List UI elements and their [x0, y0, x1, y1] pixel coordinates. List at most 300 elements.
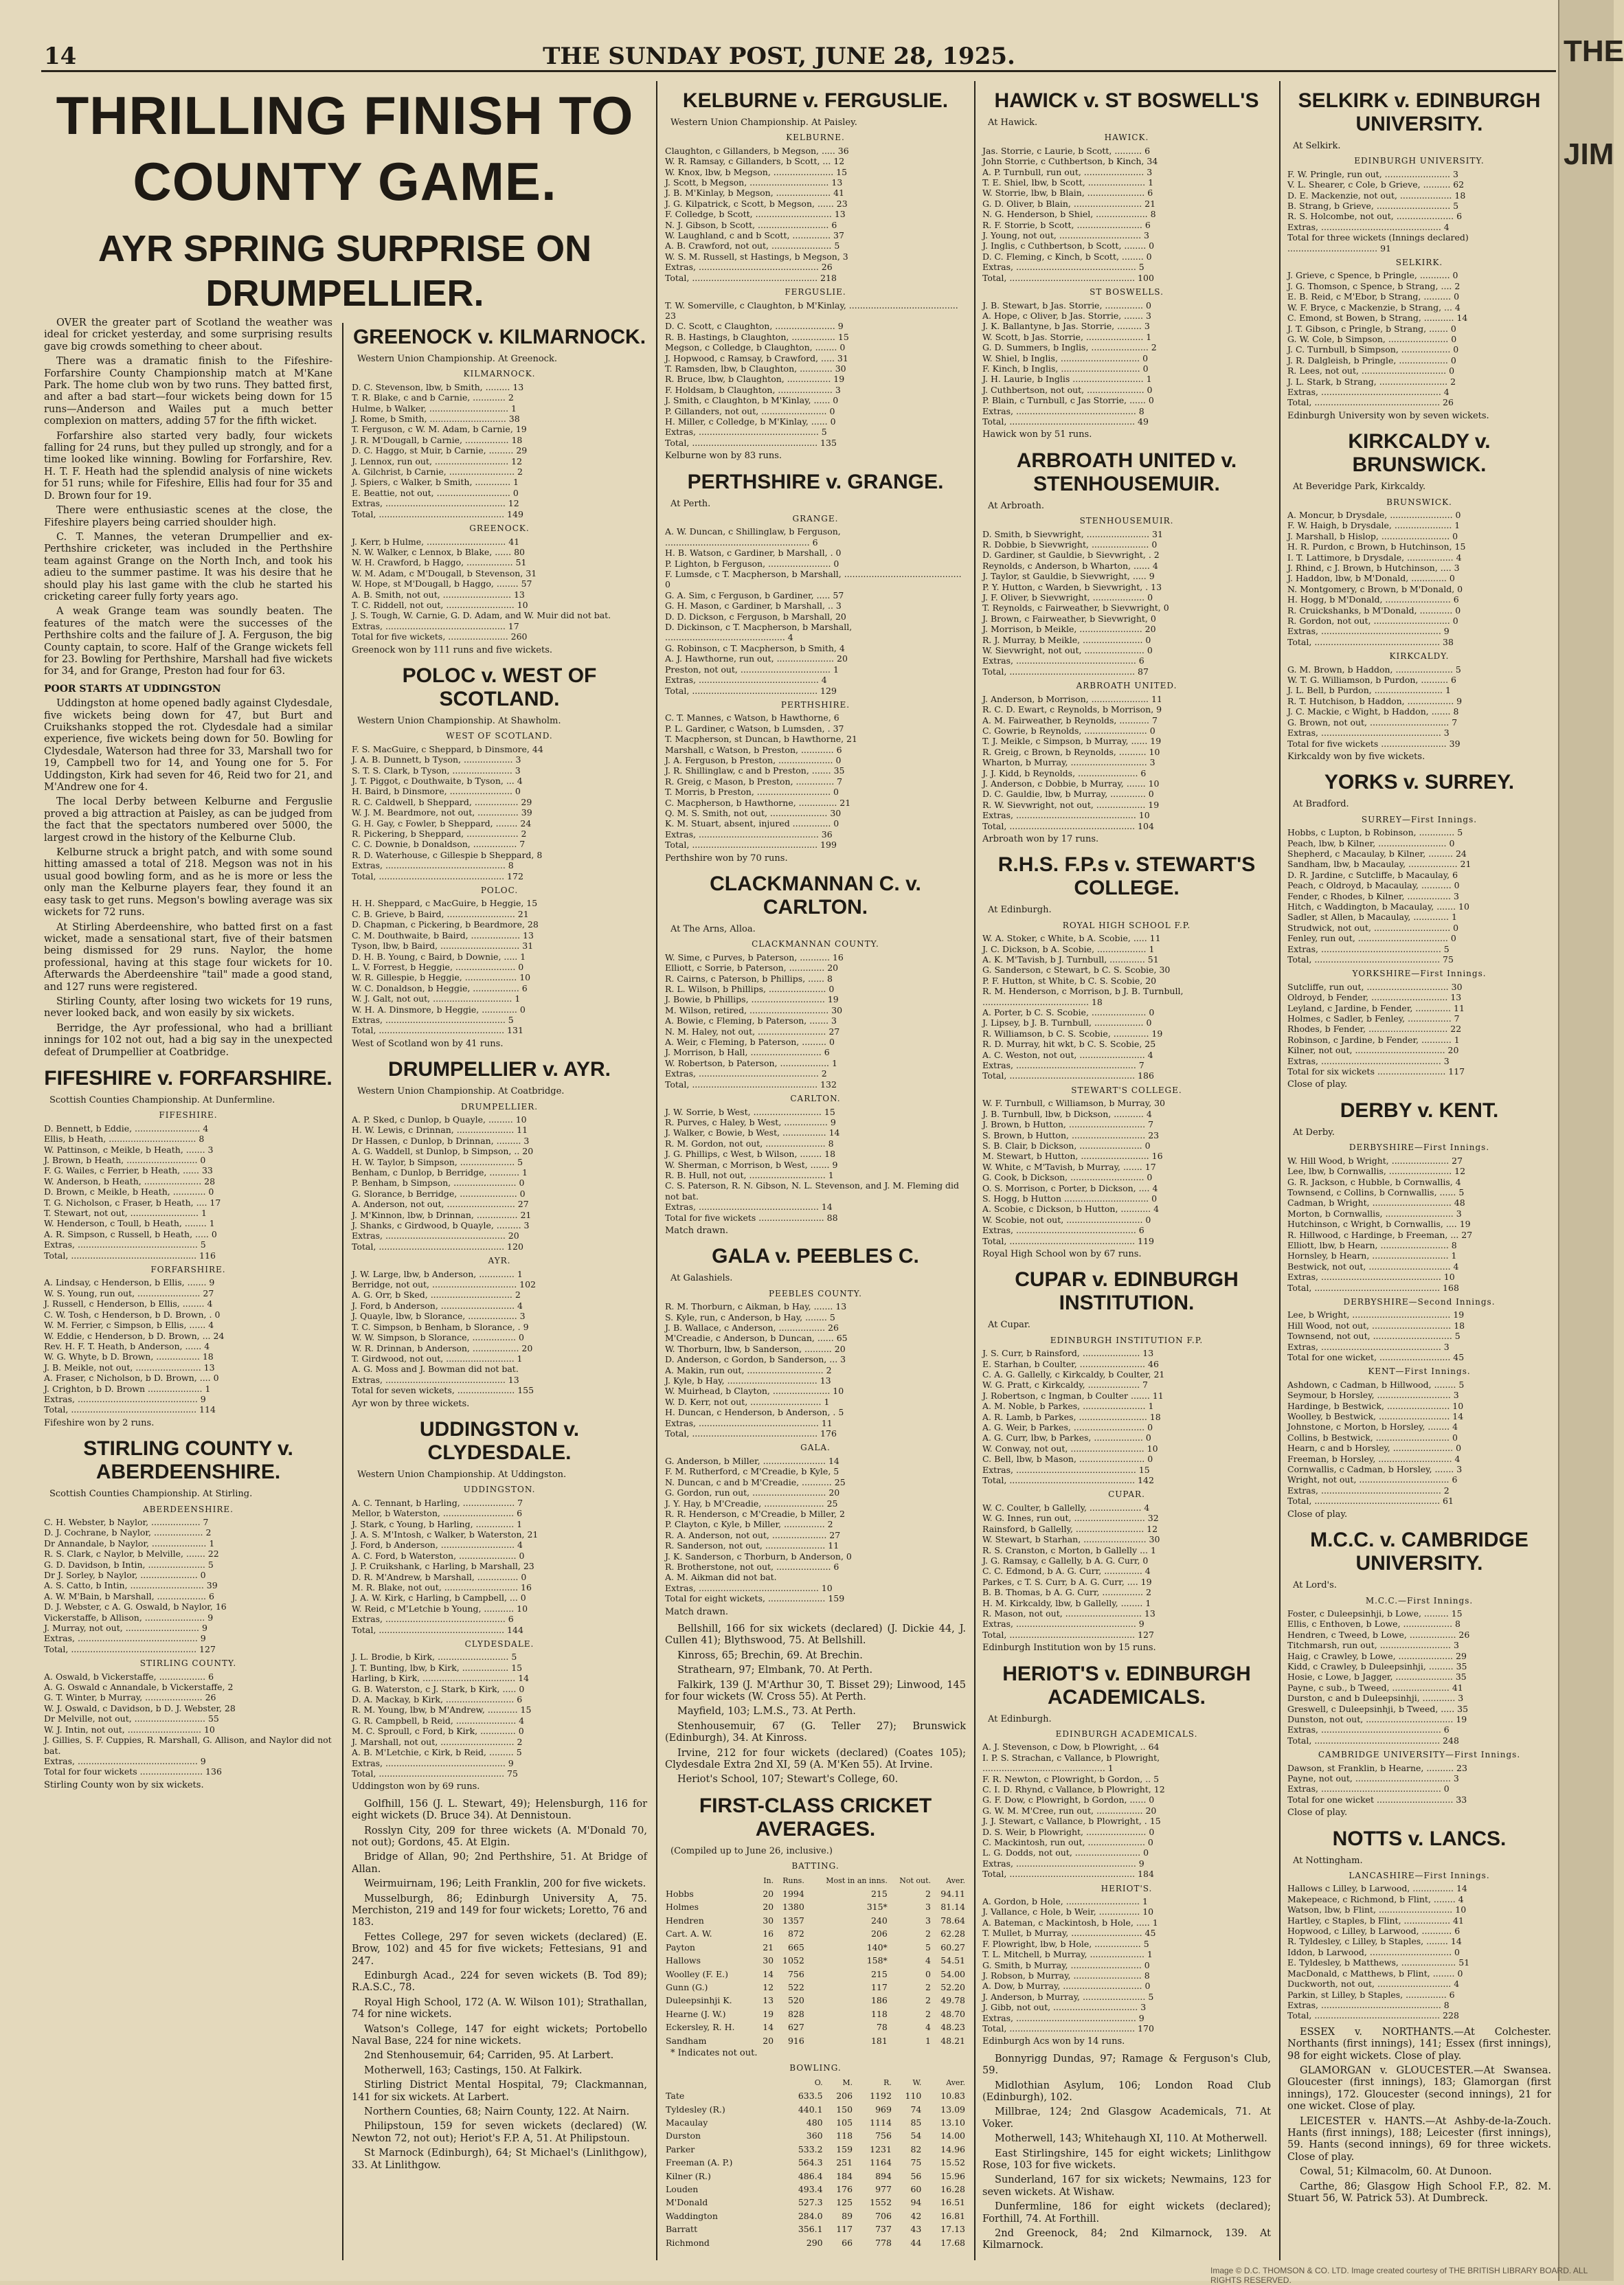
column-5: [1287, 81, 1551, 2259]
score-line: G. F. Dow, c Plowright, b Gordon, ...... 0: [982, 1794, 1155, 1805]
table-cell: 356.1: [798, 2224, 823, 2235]
minor-result: Watson's College, 147 for eight wickets; Portobello Naval Base, 224 for nine wickets.: [352, 2023, 647, 2047]
table-cell: 78.64: [940, 1915, 965, 1926]
score-line: A. Bateman, c Mackintosh, b Hole, ..... 1: [982, 1917, 1158, 1928]
score-line: Total, .............................................. 127: [44, 1643, 216, 1654]
score-line: Hornsley, b Hearn, ............................ 1: [1287, 1250, 1457, 1261]
team-name: CARLTON.: [790, 1094, 841, 1104]
score-line: Megson, c Colledge, b Claughton, ........ 0: [665, 342, 846, 353]
score-line: R. F. Storrie, b Scott, ........................ 6: [982, 219, 1151, 230]
score-line: A. Anderson, not out, ......................... 27: [352, 1199, 529, 1210]
score-line: G. R. Campbell, b Reid, ...................... 4: [352, 1715, 525, 1726]
score-line: Total, .............................................. 119: [982, 1235, 1154, 1246]
next-page-edge: [1558, 0, 1614, 2281]
score-line: W. Pattinson, c Meikle, b Heath, ....... 3: [44, 1144, 214, 1155]
match-heading: ARBROATH UNITED v. STENHOUSEMUIR.: [1016, 449, 1237, 495]
minor-result: Edinburgh Acad., 224 for seven wickets (B. Tod 89); R.A.S.C., 78.: [352, 1970, 647, 1994]
score-line: E. Beattie, not out, ........................... 0: [352, 487, 519, 498]
score-line: F. M. Rutherford, c M'Creadie, b Kyle, 5: [665, 1466, 839, 1477]
score-line: J. Haddon, lbw, b M'Donald, ............. 0: [1287, 573, 1455, 584]
score-line: J. Brown, b Hutton, ............................ 7: [982, 1119, 1154, 1130]
score-line: J. R. M'Dougall, b Carnie, ................ 18: [352, 434, 523, 445]
score-line: Extras, ............................................ 10: [982, 810, 1150, 821]
score-line: A. W. M'Bain, b Marshall, .................. 6: [44, 1590, 214, 1601]
score-line: Extras, ............................................ 10: [665, 1582, 833, 1593]
score-line: J. Hopwood, c Ramsay, b Crawford, ..... 31: [665, 352, 848, 363]
masthead-title: THE SUNDAY POST, JUNE 28, 1925.: [543, 43, 1015, 70]
table-row: [665, 2007, 966, 2021]
score-line: Total, .............................................. 100: [982, 272, 1154, 283]
table-cell: 16.81: [940, 2210, 965, 2221]
score-line: Extras, ............................................ 6: [1287, 1724, 1450, 1735]
match-venue: At Cupar.: [988, 1320, 1030, 1331]
score-line: R. C. Caldwell, b Sheppard, ................ 29: [352, 796, 532, 807]
score-line: R. D. Waterhouse, c Gillespie b Sheppard, 8: [352, 849, 543, 860]
column-header: In.: [763, 1876, 774, 1885]
table-cell: 665: [787, 1941, 804, 1952]
score-line: J. Brown, b Heath, .......................... 0: [44, 1155, 206, 1165]
table-cell: Gunn (G.): [666, 1981, 708, 1992]
match-result: Match drawn.: [665, 1606, 728, 1617]
minor-result: Philipstoun, 159 for seven wickets (declared) (W. Newton 72, not out); Heriot's F.P. A, 51. At Philipstoun.: [352, 2121, 647, 2144]
averages-bowling: [665, 2076, 966, 2249]
score-line: Total, .............................................. 131: [352, 1025, 523, 1036]
table-cell: 186: [870, 1995, 888, 2006]
score-line: W. F. Bryce, c Mackenzie, b Strang, ... 4: [1287, 302, 1461, 313]
score-line: Total, .............................................. 38: [1287, 636, 1454, 647]
score-line: Extras, ............................................ 4: [665, 675, 827, 686]
match-heading: CUPAR v. EDINBURGH INSTITUTION.: [1015, 1268, 1239, 1315]
score-line: Total, .............................................. 149: [352, 508, 523, 519]
score-line: S. Brown, b Hutton, ........................... 23: [982, 1129, 1160, 1140]
score-line: C. T. Mannes, c Watson, b Hawthorne, 6: [665, 712, 839, 723]
table-cell: Barratt: [666, 2224, 698, 2235]
minor-result: ESSEX v. NORTHANTS.—At Colchester. Northants (first innings), 141; Essex (first innings), 98 for eight wickets. Close of play.: [1287, 2026, 1551, 2062]
score-line: G. Gordon, run out, ........................... 20: [665, 1487, 840, 1498]
team-name: FIFESHIRE.: [159, 1110, 218, 1121]
score-line: Total, .............................................. 26: [1287, 397, 1454, 408]
score-line: G. A. Sim, c Ferguson, b Gardiner, ..... 57: [665, 589, 844, 600]
match-heading: SELKIRK v. EDINBURGH UNIVERSITY.: [1298, 89, 1541, 135]
table-cell: 17.68: [940, 2237, 965, 2248]
table-cell: 440.1: [798, 2104, 823, 2115]
table-row: [665, 2129, 966, 2142]
score-line: W. C. Donaldson, b Heggie, ................. 6: [352, 982, 528, 993]
table-cell: 2: [925, 1889, 931, 1900]
score-line: John Storrie, c Cuthbertson, b Kinch, 34: [982, 156, 1158, 167]
score-line: W. R. Drinnan, b Anderson, ................. 20: [352, 1342, 533, 1353]
score-line: A. G. Orr, b Sked, .............................. 2: [352, 1290, 521, 1301]
score-line: Total, .............................................. 75: [1287, 954, 1454, 965]
minor-result: Fettes College, 297 for seven wickets (declared) (E. Brow, 102) and 45 for five wickets; Fettesians, 91 and 247.: [352, 1931, 647, 1967]
score-line: C. Macpherson, b Hawthorne, .............. 21: [665, 797, 851, 808]
score-line: Sadler, st Allen, b Macaulay, ............. 1: [1287, 912, 1457, 923]
score-line: Extras, ............................................ 10: [1287, 1272, 1455, 1283]
match-heading: DRUMPELLIER v. AYR.: [388, 1058, 611, 1081]
score-line: Total, .............................................. 144: [352, 1624, 523, 1635]
table-cell: 13.09: [940, 2104, 965, 2115]
column-header: W.: [912, 2078, 922, 2087]
team-name: CLYDESDALE.: [464, 1639, 534, 1650]
score-line: J. Young, not out, .............................. 3: [982, 230, 1149, 241]
score-line: A. C. Ford, b Waterston, ..................... 0: [352, 1550, 525, 1561]
table-cell: 158*: [866, 1955, 888, 1966]
score-line: A. G. Moss and J. Bowman did not bat.: [352, 1364, 519, 1375]
match-heading: GREENOCK v. KILMARNOCK.: [352, 326, 646, 348]
match-result: Edinburgh University won by seven wickets.: [1287, 410, 1489, 421]
minor-result: Rosslyn City, 209 for three wickets (A. M'Donald 70, not out); Gordons, 45. At Elgin.: [352, 1825, 647, 1848]
score-line: J. B. Wallace, c Anderson, ................. 26: [665, 1322, 839, 1333]
column-5-scorecards: [1287, 89, 1551, 2021]
score-line: J. Grieve, c Spence, b Pringle, ........... 0: [1287, 270, 1458, 281]
score-line: D. C. Fleming, c Kinch, b Scott, ........ 0: [982, 251, 1152, 262]
score-line: F. W. Haigh, b Drysdale, ..................... 1: [1287, 520, 1461, 531]
score-line: J. A. Ferguson, b Preston, .................... 0: [665, 754, 842, 765]
score-line: J. B. M'Kinlay, b Megson, .................... 41: [665, 188, 844, 199]
score-line: W. Henderson, c Toull, b Heath, ........ 1: [44, 1218, 215, 1229]
score-line: P. Lighton, b Ferguson, ....................... 0: [665, 558, 839, 569]
score-line: W. Robertson, b Paterson, .................. 1: [665, 1057, 837, 1068]
score-line: J. R. Dalgleish, b Pringle, .................. 0: [1287, 354, 1456, 365]
score-line: Total, .............................................. 248: [1287, 1735, 1459, 1746]
score-line: J. R. Shillinglaw, c and b Preston, ....... 35: [665, 765, 845, 776]
score-line: Holmes, c Sadler, b Fenley, ................ 7: [1287, 1013, 1460, 1024]
table-row: [665, 2034, 966, 2047]
score-line: Hulme, b Walker, ............................. 1: [352, 403, 517, 414]
match-venue: Western Union Championship. At Coatbridge.: [357, 1086, 565, 1097]
table-row: [665, 1954, 966, 1967]
score-line: S. Hogg, b Hutton ............................... 0: [982, 1193, 1158, 1204]
table-cell: 49.78: [940, 1995, 965, 2006]
table-row: [665, 1941, 966, 1954]
score-line: R. M. Henderson, c Morrison, b J. B. Turnbull, ....................................... 18: [982, 986, 1184, 1007]
team-name: GREENOCK.: [469, 524, 530, 534]
table-cell: 1994: [782, 1889, 804, 1900]
score-line: Total for three wickets (Innings declared) ................................. 91: [1287, 232, 1469, 254]
table-cell: Parker: [666, 2143, 695, 2154]
averages-table: [665, 1794, 966, 2249]
score-line: J. W. Large, lbw, b Anderson, ............. 1: [352, 1268, 523, 1279]
score-line: Berridge, not out, ............................... 102: [352, 1279, 537, 1290]
averages-batting: [665, 1874, 966, 2047]
score-line: J. Murray, not out, ........................... 9: [44, 1623, 207, 1634]
table-cell: Payton: [666, 1941, 695, 1952]
score-line: J. K. Sanderson, c Thorburn, b Anderson, 0: [665, 1551, 852, 1562]
team-name: ST BOSWELLS.: [1090, 287, 1164, 297]
score-line: C. C. Downie, b Donaldson, ................ 7: [352, 839, 526, 850]
score-line: Q. M. S. Smith, not out, ..................... 30: [665, 807, 842, 818]
column-4-scorecards: [982, 89, 1271, 2048]
score-line: Peach, c Oldroyd, b Macaulay, ........... 0: [1287, 880, 1460, 891]
score-line: Robinson, c Jardine, b Fender, ........... 1: [1287, 1034, 1460, 1045]
score-line: R. T. Hutchison, b Haddon, ................. 9: [1287, 695, 1463, 706]
score-line: R. Brotherstone, not out, .................... 6: [665, 1561, 839, 1572]
score-line: J. C. Mackie, c Wight, b Haddon, ....... 8: [1287, 706, 1459, 717]
score-line: M. Stewart, b Hutton, ......................... 16: [982, 1151, 1163, 1162]
score-line: Cadman, b Wright, ............................. 48: [1287, 1197, 1465, 1208]
score-line: G. B. Waterston, c J. Stark, b Kirk, ..... 0: [352, 1683, 525, 1694]
team-name: SELKIRK.: [1395, 258, 1443, 268]
table-cell: 118: [836, 2130, 853, 2141]
score-line: Extras, ............................................ 5: [352, 1014, 514, 1025]
score-line: Total for one wicket ............................ 33: [1287, 1794, 1467, 1805]
table-cell: 125: [836, 2197, 853, 2208]
score-line: T. Morris, b Preston, ........................... 0: [665, 787, 839, 798]
column-header: [665, 1874, 758, 1887]
table-cell: 16.51: [940, 2197, 965, 2208]
score-line: J. G. Thomson, c Spence, b Strang, .... 2: [1287, 280, 1461, 291]
team-name: DRUMPELLIER.: [460, 1101, 539, 1112]
table-cell: 17.13: [940, 2224, 965, 2235]
score-line: J. Walker, c Bowie, b West, ................ 14: [665, 1127, 840, 1138]
score-line: R. Sanderson, not out, ...................... 11: [665, 1540, 839, 1551]
minor-result: Stirling District Mental Hospital, 79; Clackmannan, 141 for six wickets. At Larbert.: [352, 2080, 647, 2103]
team-name: POLOC.: [480, 886, 519, 896]
match-heading: GALA v. PEEBLES C.: [712, 1245, 919, 1268]
score-line: W. Sievwright, not out, ...................... 0: [982, 645, 1153, 656]
table-cell: 21: [763, 1941, 774, 1952]
score-line: D. E. Mackenzie, not out, ................... 18: [1287, 190, 1466, 201]
table-row: [665, 1994, 966, 2007]
score-line: Rhodes, b Fender, ............................. 22: [1287, 1024, 1462, 1035]
table-cell: 756: [875, 2130, 892, 2141]
score-line: R. Hillwood, c Hardinge, b Freeman, ... 27: [1287, 1229, 1473, 1240]
match-result: Perthshire won by 70 runs.: [665, 853, 788, 864]
table-cell: Tate: [666, 2091, 685, 2102]
table-cell: Hallows: [666, 1955, 701, 1966]
score-line: J. Gibb, not out, ............................... 3: [982, 2002, 1147, 2013]
score-line: Total, .............................................. 120: [352, 1241, 523, 1252]
score-line: Total, .............................................. 127: [982, 1629, 1154, 1640]
score-line: V. L. Shearer, c Cole, b Grieve, .......... 62: [1287, 179, 1465, 190]
score-line: D. Smith, b Sievwright, ....................... 31: [982, 528, 1163, 539]
table-cell: Kilner (R.): [666, 2170, 711, 2181]
score-line: J. G. Phillips, c West, b Wilson, ........ 18: [665, 1149, 836, 1160]
score-line: H. W. Taylor, b Simpson, .................... 5: [352, 1156, 523, 1167]
score-line: Total for five wickets, ...................... 260: [352, 631, 528, 642]
score-line: A. B. M'Letchie, c Kirk, b Reid, ......... 5: [352, 1747, 522, 1758]
table-cell: 1380: [782, 1902, 804, 1913]
match-venue: Western Union Championship. At Uddingston.: [357, 1469, 567, 1480]
score-line: Preston, not out, ................................. 1: [665, 664, 839, 675]
match-heading: HAWICK v. ST BOSWELL'S: [994, 89, 1259, 112]
table-cell: 1552: [870, 2197, 892, 2208]
score-line: Fenley, run out, ................................. 0: [1287, 933, 1456, 944]
score-line: R. Tyldesley, c Lilley, b Staples, ........ 14: [1287, 1936, 1462, 1947]
score-line: Extras, ............................................ 2: [665, 1068, 827, 1079]
score-line: W. G. Pratt, c Kirkcaldy, ................... 7: [982, 1380, 1149, 1391]
score-line: W. Laughland, c and b Scott, .............. 37: [665, 230, 844, 241]
score-line: Morton, b Cornwallis, ......................... 3: [1287, 1208, 1462, 1219]
score-line: T. R. Blake, c and b Carnie, ............ 2: [352, 392, 514, 403]
score-line: P. Gillanders, not out, ........................ 0: [665, 405, 835, 416]
table-row: [665, 2021, 966, 2034]
score-line: Extras, ............................................ 20: [352, 1230, 519, 1241]
score-line: G. Smith, b Murray, .......................... 0: [982, 1959, 1150, 1970]
table-cell: 737: [875, 2224, 892, 2235]
match-result: Kelburne won by 83 runs.: [665, 451, 782, 462]
minor-result: East Stirlingshire, 145 for eight wickets; Linlithgow Rose, 103 for five wickets.: [982, 2148, 1271, 2171]
score-line: A. R. Lamb, b Parkes, ......................... 18: [982, 1411, 1161, 1422]
table-cell: 251: [836, 2157, 853, 2168]
score-line: H. Hogg, b M'Donald, ........................ 6: [1287, 594, 1459, 605]
score-line: Wharton, b Murray, ............................ 3: [982, 757, 1155, 768]
page-number: 14: [44, 43, 77, 70]
score-line: A. M. Fairweather, b Reynolds, ........... 7: [982, 714, 1158, 725]
score-line: F. Lumsde, c T. Macpherson, b Marshall, ........................................... 0: [665, 569, 962, 590]
match-heading: R.H.S. F.P.s v. STEWART'S COLLEGE.: [997, 853, 1256, 900]
score-line: J. Morrison, b Meikle, ....................... 20: [982, 624, 1156, 635]
score-line: F. G. Wailes, c Ferrier, b Heath, ...... 33: [44, 1165, 213, 1176]
table-cell: 4: [925, 2022, 931, 2033]
score-line: W. Hill Wood, b Wright, ..................... 27: [1287, 1155, 1463, 1166]
team-name: EDINBURGH INSTITUTION F.P.: [1050, 1335, 1204, 1345]
table-cell: 30: [763, 1915, 774, 1926]
table-cell: 2: [925, 2008, 931, 2019]
minor-result: Irvine, 212 for four wickets (declared) (Coates 105); Clydesdale Extra 2nd XI, 59 (A. M'Ken 55). At Irvine.: [665, 1747, 966, 1771]
score-line: J. Stark, c Young, b Harling, .............. 1: [352, 1518, 523, 1529]
table-cell: 159: [836, 2143, 853, 2154]
score-line: W. Stewart, b Starhan, ....................... 30: [982, 1534, 1160, 1545]
team-name: DERBYSHIRE—Second Innings.: [1343, 1296, 1496, 1307]
score-line: J. T. Bunting, lbw, b Kirk, ................. 15: [352, 1662, 523, 1673]
table-row: [665, 1914, 966, 1927]
minor-result: Northern Counties, 68; Nairn County, 122. At Nairn.: [364, 2106, 630, 2118]
score-line: R. A. Anderson, not out, .................... 27: [665, 1529, 841, 1540]
column-5-minor-results: [1287, 2027, 1551, 2205]
score-line: Hardinge, b Bestwick, ....................... 10: [1287, 1400, 1464, 1411]
minor-result: Cowal, 51; Kilmacolm, 60. At Dunoon.: [1300, 2166, 1492, 2178]
score-line: G. T. Winter, b Murray, ..................... 26: [44, 1692, 216, 1703]
table-cell: Richmond: [666, 2237, 710, 2248]
team-name: KELBURNE.: [786, 133, 845, 143]
minor-result: Dunfermline, 186 for eight wickets (declared); Forthill, 74. At Forthill.: [982, 2201, 1271, 2225]
score-line: A. Porter, b C. S. Scobie, .................... 0: [982, 1007, 1155, 1018]
match-venue: Western Union Championship. At Shawholm.: [357, 715, 561, 726]
team-name: YORKSHIRE—First Innings.: [1352, 969, 1487, 979]
match-heading: KELBURNE v. FERGUSLIE.: [682, 89, 949, 112]
table-cell: 14.96: [940, 2143, 965, 2154]
score-line: R. Mason, not out, ............................ 13: [982, 1608, 1155, 1619]
score-line: J. Kerr, b Hulme, ............................. 41: [352, 536, 520, 547]
score-line: Extras, ............................................ 6: [982, 1225, 1144, 1236]
match-result: Stirling County won by six wickets.: [44, 1779, 204, 1790]
score-line: J. C. Dickson, b A. Scobie, .................. 1: [982, 943, 1155, 954]
score-line: J. Shanks, c Girdwood, b Quayle, ......... 3: [352, 1220, 530, 1231]
score-line: J. Morrison, b Hall, .......................... 6: [665, 1047, 830, 1058]
score-line: M'Creadie, c Anderson, b Duncan, ...... 65: [665, 1333, 848, 1344]
table-footnote: * Indicates not out.: [670, 2047, 758, 2058]
table-heading: BATTING.: [791, 1861, 839, 1871]
team-name: CLACKMANNAN COUNTY.: [752, 939, 879, 949]
score-line: A. G. Curr, lbw, b Parkes, .................. 0: [982, 1432, 1151, 1443]
match-result: Close of play.: [1287, 1079, 1348, 1090]
score-line: Rev. H. F. T. Heath, b Anderson, ...... 4: [44, 1340, 210, 1351]
score-line: Total, .............................................. 168: [1287, 1282, 1459, 1293]
score-line: G. R. Jackson, c Hubble, b Cornwallis, 4: [1287, 1176, 1461, 1187]
score-line: D. H. B. Young, c Baird, b Downie, ..... 1: [352, 951, 526, 962]
score-line: Cornwallis, c Cadman, b Horsley, ....... 3: [1287, 1464, 1463, 1475]
score-line: R. J. Murray, b Meikle, ...................... 0: [982, 634, 1151, 645]
column-2-scorecards: [352, 326, 647, 1793]
team-name: PEEBLES COUNTY.: [768, 1288, 862, 1298]
score-line: R. B. Hastings, b Claughton, ................ 15: [665, 331, 849, 342]
team-name: KENT—First Innings.: [1368, 1366, 1471, 1377]
score-line: R. W. Sievwright, not out, .................. 19: [982, 799, 1160, 810]
score-line: H. W. Lewis, c Drinnan, ..................... 11: [352, 1125, 528, 1136]
column-rule: [656, 81, 657, 2260]
table-cell: 0: [925, 1968, 931, 1979]
table-cell: 19: [763, 2008, 774, 2019]
table-cell: 110: [905, 2091, 922, 2102]
table-cell: 527.3: [798, 2197, 823, 2208]
score-line: Benham, c Dunlop, b Berridge, ........... 1: [352, 1167, 528, 1178]
score-line: A. B. Crawford, not out, ...................... 5: [665, 240, 840, 251]
score-line: J. G. Kilpatrick, c Scott, b Megson, ...... 23: [665, 198, 848, 209]
match-venue: At Selkirk.: [1293, 141, 1341, 151]
table-cell: 14: [763, 2022, 774, 2033]
table-cell: 315*: [866, 1902, 888, 1913]
match-result: Hawick won by 51 runs.: [982, 429, 1092, 440]
score-line: Total, .............................................. 199: [665, 840, 837, 851]
table-cell: 14: [763, 1968, 774, 1979]
column-header: Aver.: [946, 2078, 965, 2087]
score-line: R. Purves, c Haley, b West, ................ 9: [665, 1116, 836, 1127]
score-line: G. Robinson, c T. Macpherson, b Smith, 4: [665, 642, 845, 653]
score-line: R. S. Holcombe, not out, ..................... 6: [1287, 211, 1463, 222]
table-cell: 2: [925, 1981, 931, 1992]
score-line: Total, .............................................. 116: [44, 1250, 216, 1261]
table-cell: 118: [870, 2008, 888, 2019]
score-line: A. J. Hawthorne, run out, ..................... 20: [665, 653, 848, 664]
table-cell: 1114: [870, 2117, 892, 2128]
table-cell: 48.23: [940, 2022, 965, 2033]
score-line: W. Anderson, b Heath, ..................... 28: [44, 1175, 216, 1186]
table-heading: BOWLING.: [789, 2063, 842, 2073]
match-venue: Scottish Counties Championship. At Dunfermline.: [49, 1094, 275, 1105]
score-line: Freeman, b Horsley, ........................... 4: [1287, 1453, 1461, 1464]
minor-result: Strathearn, 97; Elmbank, 70. At Perth.: [677, 1665, 873, 1676]
table-cell: Louden: [666, 2184, 699, 2194]
score-line: Extras, ............................................ 9: [352, 1757, 514, 1768]
score-line: J. Robson, b Murray, ......................... 8: [982, 1970, 1150, 1981]
team-name: WEST OF SCOTLAND.: [446, 731, 553, 741]
score-line: G. Slorance, b Berridge, ..................... 0: [352, 1188, 526, 1199]
score-line: F. Kinch, b Inglis, ............................. 0: [982, 363, 1149, 374]
score-line: Extras, ............................................ 12: [352, 498, 519, 509]
score-line: J. L. Stark, b Strang, ......................... 2: [1287, 376, 1456, 387]
minor-result: Bellshill, 166 for six wickets (declared) (J. Dickie 44, J. Cullen 41); Blythswood, 75. At Bellshill.: [665, 1623, 966, 1647]
score-line: Total, .............................................. 135: [665, 437, 837, 448]
score-line: D. Bennett, b Eddie, ........................ 4: [44, 1123, 209, 1134]
match-venue: At Beveridge Park, Kirkcaldy.: [1293, 482, 1426, 493]
score-line: R. Gordon, not out, ............................ 0: [1287, 616, 1458, 627]
score-line: Iddon, b Larwood, .............................. 0: [1287, 1946, 1460, 1957]
score-line: Total for four wickets ....................... 136: [44, 1766, 222, 1777]
score-line: G. D. Davidson, b Intin, ..................... 5: [44, 1559, 214, 1570]
score-line: N. W. Walker, c Lennox, b Blake, ...... 80: [352, 546, 525, 557]
score-line: Hobbs, c Lupton, b Robinson, ............. 5: [1287, 827, 1463, 838]
score-line: Mellor, b Waterston, .......................... 6: [352, 1508, 523, 1519]
score-line: A. Lindsay, c Henderson, b Ellis, ....... 9: [44, 1277, 215, 1288]
story-paragraph: Stirling County, after losing two wickets for 19 runs, never looked back, and won easily by six wickets.: [44, 995, 332, 1020]
table-row: [665, 1900, 966, 1913]
table-cell: 564.3: [798, 2157, 823, 2168]
table-cell: 43: [910, 2224, 922, 2235]
score-line: T. L. Mitchell, b Murray, .................... 1: [982, 1949, 1153, 1960]
table-cell: 215: [870, 1968, 888, 1979]
column-header: Aver.: [946, 1876, 965, 1885]
